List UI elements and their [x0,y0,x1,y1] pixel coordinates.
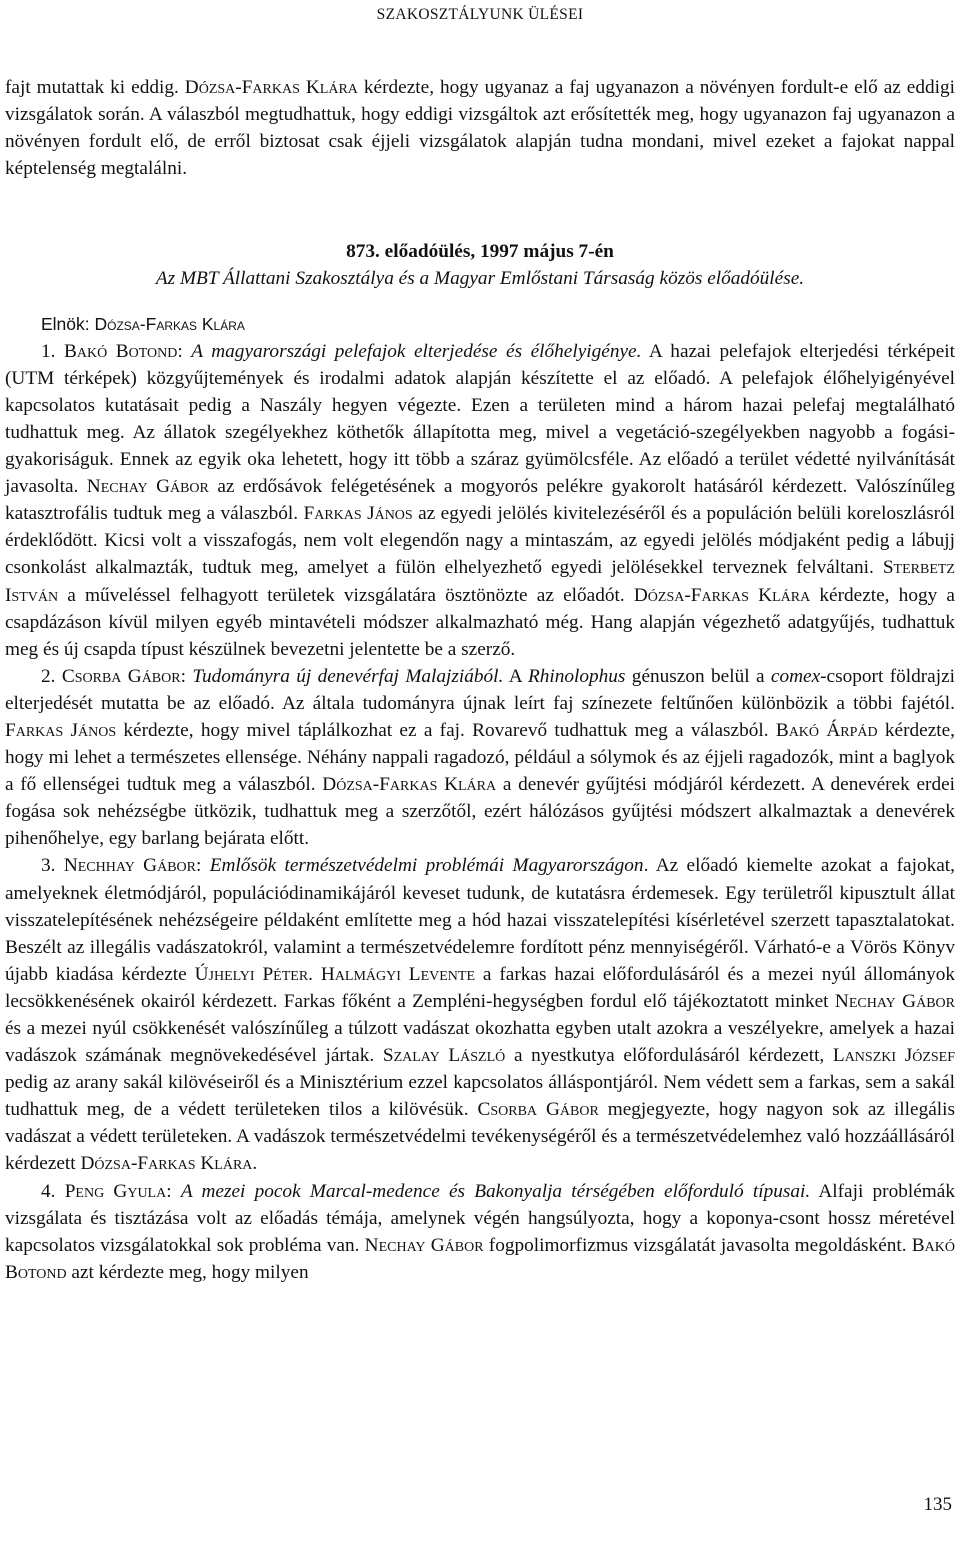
person-name: Bakó Árpád [775,719,878,741]
person-name: Lanszki József [832,1045,955,1067]
text-run: Elnök: [41,313,95,334]
page-body [5,74,955,1286]
person-name: Dózsa-Farkas Klára [184,77,358,98]
person-name: Dózsa-Farkas Klára [322,774,497,796]
talk-3-paragraph [5,852,955,1177]
chair-name: Dózsa-Farkas Klára [94,313,245,334]
person-name: Halmágyi Levente [320,963,476,985]
person-name: Farkas János [303,503,413,525]
talk-title: A mezei pocok Marcal-medence és Bakonyalja térségében előforduló típusai. [180,1180,811,1202]
talk-title: Tudományra új denevérfaj Malajziából. [192,665,504,687]
person-name: Bakó Botond [5,1234,955,1283]
person-name: Nechay Gábor [364,1234,484,1256]
speaker-name: Peng Gyula [64,1180,167,1202]
text-run: Alfaji problémák vizsgálata és tisztázása volt az előadás témája, amelynek végén hangsúlyozta, hogy a koponya-csont hossz méretével kapcsolatos vizsgálatokkal sok probléma van. [5,1180,955,1256]
person-name: Dózsa-Farkas Klára [80,1153,253,1175]
text-run: és a mezei nyúl csökkenését valószínűleg a túlzott vadászat okozhatta egyben utalt azokra a veszélyekre, amelyek a hazai vadászok számának megnövekedésével jártak. [5,1018,955,1067]
text-run: . [252,1153,258,1175]
text-run: : [177,340,192,362]
meeting-chair [5,311,955,338]
text-run: 3. [41,855,64,877]
text-run: kérdezte, hogy a csapdázáson kívül milyen egyéb mintavételi módszer alkalmazható még. Hang alapján végezhető adatgyűjés, tudhattuk meg és új csapda típust készülnek bevezetni jelentette be a szerző. [5,584,955,660]
text-run: fajt mutattak ki eddig. [5,77,185,98]
text-run: . Az előadó kiemelte azokat a fajokat, amelyeknek életmódjáról, populációdinamikájáról keveset tudunk, de kutatásra érdemesek. Egy területről kipusztult állat visszatelepítésének nehézségeire példaként említette meg a hód hazai visszatelepítési kísérletével szerzett tapasztalatokat. Beszélt az illegális vadászatokról, valamint a természetvédelemre fordított pénz mennyiségéről. Várható-e a Vörös Könyv újabb kiadása kérdezte [5,855,955,985]
intro-paragraph [5,74,955,182]
speaker-name: Nechhay Gábor [63,855,196,877]
text-run: A hazai pelefajok elterjedési térképeit (UTM térképek) közgyűjtemények és irodalmi adatok alapján készítette el az előadó. A pelefajok élőhelyigényével kapcsolatos kutatásait pedig a Naszály hegyen végezte. Ezen a területen mind a három hazai pelefaj megtalálható tudhattuk meg. Az állatok szegélyekhez köthetők állapította meg, mivel a vegetáció-szegélyekben nagyobb a fogási-gyakoriságuk. Ennek az egyik oka lehetett, hogy itt több a száraz gyümölcsféle. Az előadó a terület védetté nyilvánítását javasolta. [5,340,955,498]
text-run: az egyedi jelölés kivitelezéséről és a populáción belüli koreloszlásról érdeklődött. Kicsi volt a visszafogás, nem volt elegendőn nagy a mintaszám, az egyedi jelölés módjaként pedig a lábujj csonkolást alkalmazták, tudtuk meg, amelyet a fülön elhelyezhető egyedi jelölésekkel terveznek felváltani. [5,503,956,579]
text-run: génuszon belül a [625,665,771,687]
text-run: 4. [41,1180,65,1202]
text-run: 2. [41,665,62,687]
speaker-name: Csorba Gábor [61,665,181,687]
talk-4-paragraph [5,1178,955,1286]
taxon-name: comex [770,665,821,687]
text-run: megjegyezte, hogy nagyon sok az illegális vadászat a védett területeken. A vadászok természetvédelmi tevékenységéről és a természetvédelemhez való hozzáállásáról kérdezett [5,1099,955,1175]
person-name: Nechay Gábor [86,476,209,498]
person-name: Dózsa-Farkas Klára [633,584,811,606]
person-name: Nechay Gábor [834,990,955,1012]
talk-2-paragraph [5,663,955,853]
taxon-name: Rhinolophus [527,665,626,687]
text-run: kérdezte, hogy mivel táplálkozhat ez a faj. Rovarevő tudhattuk meg a válaszból. [116,719,776,741]
talk-title: Emlősök természetvédelmi problémái Magyarországon [209,855,644,877]
text-run: fogpolimorfizmus vizsgálatát javasolta megoldásként. [483,1234,912,1256]
running-header: SZAKOSZTÁLYUNK ÜLÉSEI [376,6,584,23]
text-run: a műveléssel felhagyott területek vizsgálatára ösztönözte az előadót. [58,584,634,606]
person-name: Farkas János [5,719,117,741]
text-run: kérdezte, hogy ugyanaz a faj ugyanazon a növényen fordult-e elő az eddigi vizsgálatok során. A válaszból megtudhattuk, hogy eddigi vizsgáltok azt erősítették meg, hogy ugyanazon faj ugyanazon a növényen fordult elő, de erről biztosat csak éjjeli vizsgálatok alapján tudna mondani, mivel ezeket a fajokat nappal képtelenség megtalálni. [5,77,955,180]
talk-1-paragraph [5,338,955,663]
text-run: pedig az arany sakál kilövéseiről és a Minisztérium ezzel kapcsolatos álláspontjáról. Nem védett sem a farkas, sem a sakál tudhattuk meg, de a védett területeken tilos a kilövésük. [5,1072,955,1121]
person-name: Sterbetz István [5,557,955,606]
text-run: . [308,963,321,985]
text-run: a nyestkutya előfordulásáról kérdezett, [505,1045,833,1067]
speaker-name: Bakó Botond [64,340,178,362]
text-run: a denevér gyűjtési módjáról kérdezett. A denevérek erdei fogása sok nehézségbe ütközik, tudhattuk meg a szerzőtől, ezért hálózásos gyűjtési módszert alkalmaztak a denevérek pihenőhelye, egy barlang bejárata előtt. [5,774,955,850]
page-number: 135 [923,1494,952,1515]
text-run: kérdezte, hogy mi lehet a természetes ellensége. Néhány nappali ragadozó, például a sólymok és az éjjeli ragadozók, mint a baglyok a fő ellenségei tudtuk meg a válaszból. [5,719,956,796]
text-run: : [166,1180,181,1202]
text-run: a farkas hazai előfordulásáról és a mezei nyúl állományok lecsökkenésének okairól kérdezett. Farkas főként a Zempléni-hegységben fordul elő tájékoztatott minket [5,963,956,1012]
text-run: -csoport földrajzi elterjedését mutatta be az előadó. Az általa tudományra újnak leírt faj színezete feltűnően különbözik a többi fajétól. [5,665,956,714]
text-run: 1. [41,340,65,362]
text-run: azt kérdezte meg, hogy milyen [66,1261,309,1283]
text-run: : [180,665,193,687]
meeting-subtitle: Az MBT Állattani Szakosztálya és a Magyar Emlőstani Társaság közös előadóülése. [155,268,805,290]
person-name: Szalay László [382,1045,506,1067]
meeting-heading: 873. előadóülés, 1997 május 7-én [346,241,614,263]
person-name: Újhelyi Péter [194,963,309,985]
text-run: az erdősávok felégetésének a mogyorós pelékre gyakorolt hatásáról kérdezett. Valószínűleg katasztrofális tudtuk meg a válaszból. [5,476,955,525]
talk-title: A magyarországi pelefajok elterjedése és élőhelyigénye. [191,340,642,362]
text-run: A [503,665,528,687]
person-name: Csorba Gábor [477,1099,599,1121]
text-run: : [195,855,210,877]
